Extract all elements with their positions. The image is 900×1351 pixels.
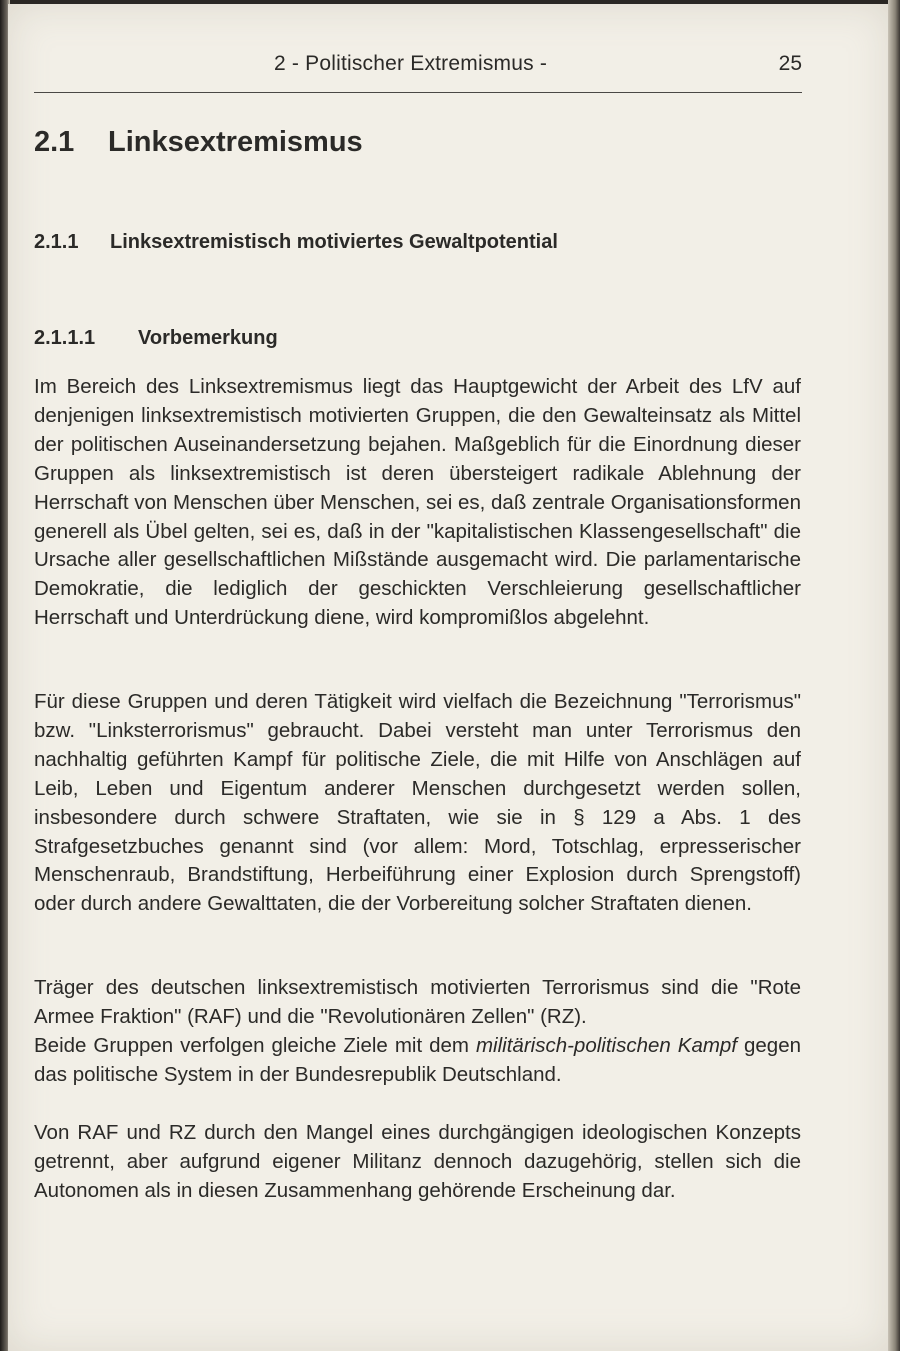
section-heading	[34, 126, 363, 159]
running-header-title: 2 - Politischer Extremismus -	[274, 52, 548, 75]
paragraph-autonomen: Von RAF und RZ durch den Mangel eines durchgängigen ideologischen Konzepts getrennt, aber aufgrund eigener Militanz dennoch dazugehörig, stellen sich die Autonomen als in diesen Zusammenhang gehörende Erscheinung dar.	[34, 1121, 801, 1202]
emphasis-text: militärisch-politischen Kampf	[475, 1034, 738, 1057]
paragraph-terrorism-definition: Für diese Gruppen und deren Tätigkeit wird vielfach die Bezeichnung "Terrorismus" bzw. "Linksterrorismus" gebraucht. Dabei versteht man unter Terrorismus den nachhaltig geführten Kampf für politische Ziele, die mit Hilfe von Anschlägen auf Leib, Leben und Eigentum anderer Menschen durchgesetzt werden sollen, insbesondere durch schwere Straftaten, wie sie in § 129 a Abs. 1 des Strafgesetzbuches genannt sind (vor allem: Mord, Totschlag, erpresserischer Menschenraub, Brandstiftung, Herbeiführung einer Explosion durch Sprengstoff) oder durch andere Gewalttaten, die der Vorbereitung solcher Straftaten dienen.	[34, 690, 801, 916]
subsection-number: 2.1.1	[34, 231, 79, 253]
page-number: 25	[778, 52, 802, 75]
subsection-title: Linksextremistisch motiviertes Gewaltpotential	[110, 231, 558, 253]
section-number: 2.1	[34, 126, 75, 158]
paragraph-common-goals	[34, 1032, 801, 1090]
header-rule	[34, 92, 802, 93]
paragraph-common-goals-end: gegen das politische System in der Bundesrepublik Deutschland.	[34, 1034, 802, 1086]
running-header	[34, 50, 802, 80]
paragraph-common-goals-start: Beide Gruppen verfolgen gleiche Ziele mit dem	[34, 1034, 476, 1057]
page-edge	[888, 0, 900, 1351]
subsubsection-heading	[34, 327, 278, 350]
paragraph-raf-rz: Träger des deutschen linksextremistisch motivierten Terrorismus sind die "Rote Armee Fraktion" (RAF) und die "Revolutionären Zellen" (RZ).	[34, 976, 801, 1028]
paragraph-intro: Im Bereich des Linksextremismus liegt das Hauptgewicht der Arbeit des LfV auf denjenigen linksextremistisch motivierten Gruppen, die den Gewalteinsatz als Mittel der politischen Auseinandersetzung bejahen. Maßgeblich für die Einordnung dieser Gruppen als linksextremistisch ist deren übersteigert radikale Ablehnung der Herrschaft von Menschen über Menschen, sei es, daß zentrale Organisationsformen generell als Übel gelten, sei es, daß in der "kapitalistischen Klassengesellschaft" die Ursache aller gesellschaftlichen Mißstände ausgemacht wird. Die parlamentarische Demokratie, die lediglich der geschickten Verschleierung gesellschaftlicher Herrschaft und Unterdrückung diene, wird kompromißlos abgelehnt.	[34, 375, 801, 630]
subsubsection-title: Vorbemerkung	[138, 327, 278, 349]
section-title: Linksextremismus	[108, 126, 363, 158]
subsection-heading	[34, 231, 558, 254]
subsubsection-number: 2.1.1.1	[34, 327, 96, 349]
